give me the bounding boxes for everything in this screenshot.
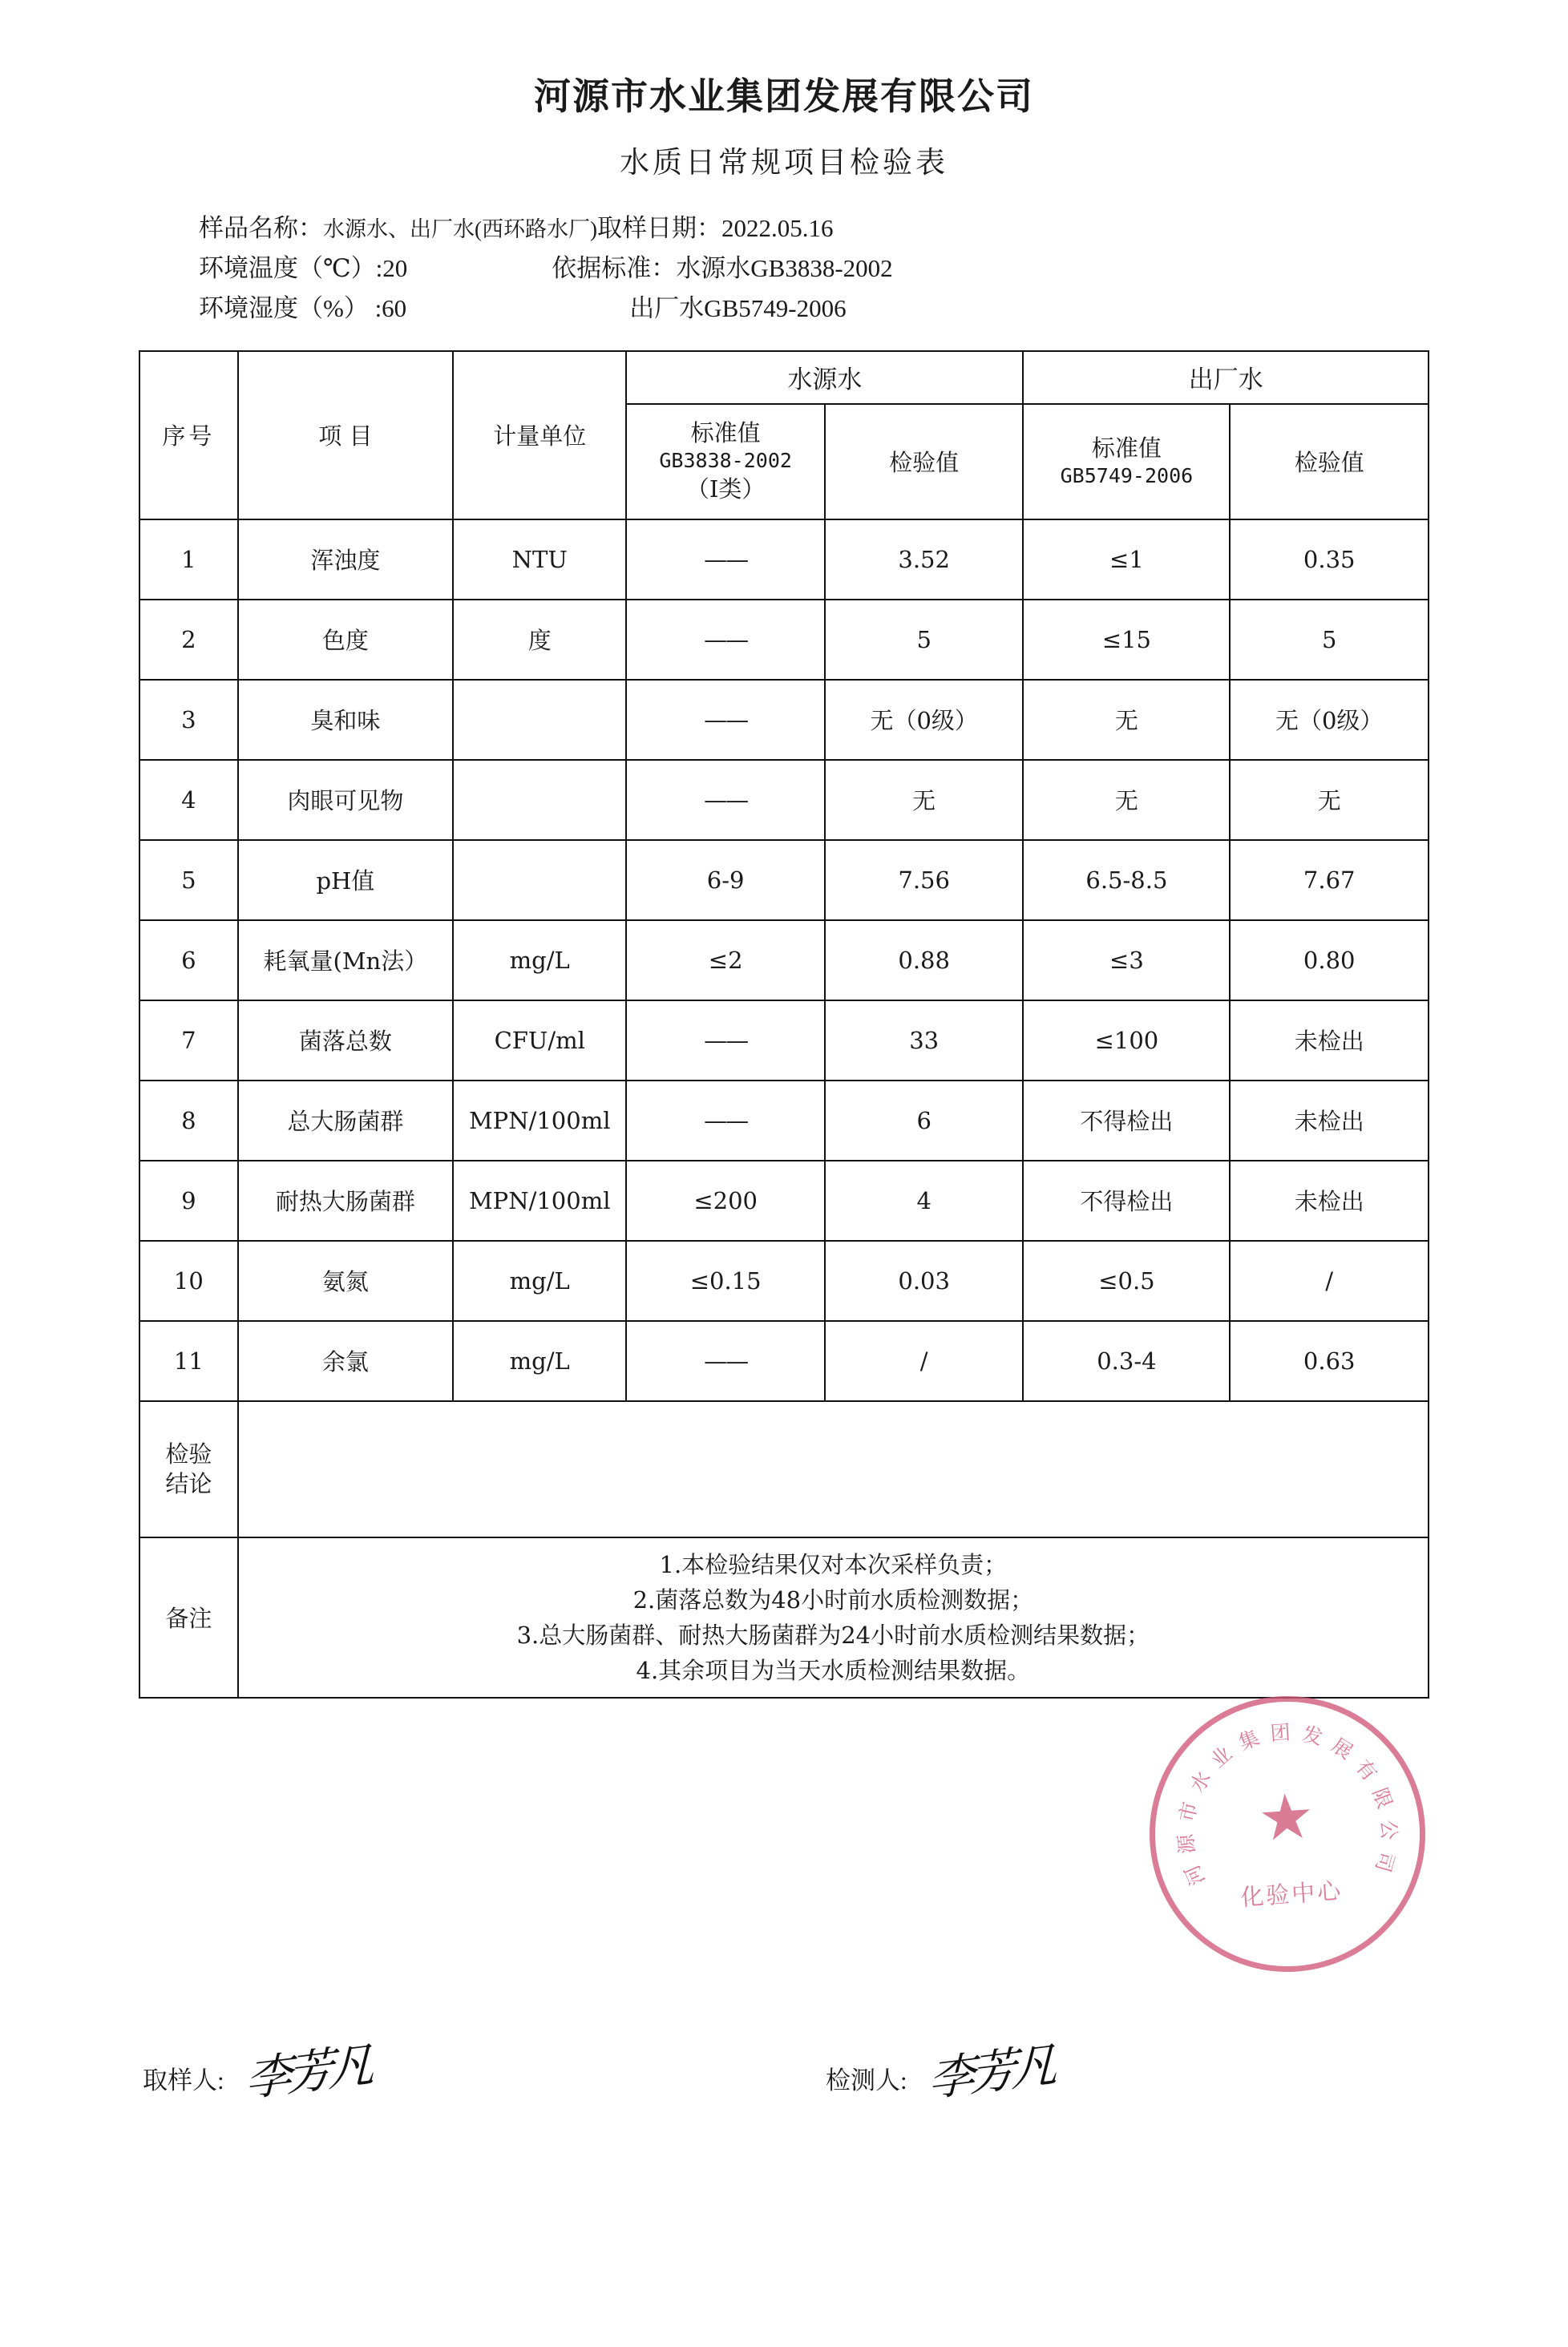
cell-value-plant: / <box>1230 1241 1429 1321</box>
sample-name-label: 样品名称： <box>199 214 323 242</box>
table-row <box>139 760 1429 840</box>
cell-value-plant: 无 <box>1230 760 1429 840</box>
cell-no: 9 <box>139 1161 238 1241</box>
star-icon: ★ <box>1255 1780 1317 1855</box>
cell-value-source: 无（0级） <box>825 680 1024 760</box>
meta-block <box>120 208 1448 329</box>
cell-standard-plant: 6.5-8.5 <box>1023 840 1230 920</box>
cell-value-plant: 0.63 <box>1230 1321 1429 1401</box>
cell-no: 6 <box>139 920 238 1000</box>
table-row <box>139 1000 1429 1081</box>
cell-item: pH值 <box>238 840 453 920</box>
cell-no: 11 <box>139 1321 238 1401</box>
cell-unit: mg/L <box>453 1321 626 1401</box>
cell-value-plant: 未检出 <box>1230 1000 1429 1081</box>
cell-value-plant: 7.67 <box>1230 840 1429 920</box>
cell-standard-plant: ≤0.5 <box>1023 1241 1230 1321</box>
cell-standard-source: ≤0.15 <box>626 1241 825 1321</box>
company-title: 河源市水业集团发展有限公司 <box>534 75 1034 118</box>
group-header-source-water: 水源水 <box>626 351 1023 404</box>
table-body <box>139 519 1429 1698</box>
cell-value-plant: 无（0级） <box>1230 680 1429 760</box>
cell-standard-plant: 不得检出 <box>1023 1081 1230 1161</box>
table-row <box>139 1321 1429 1401</box>
header-item: 项 目 <box>238 351 453 519</box>
cell-standard-source: —— <box>626 1081 825 1161</box>
environment-humidity: 环境湿度（%） :60 <box>199 294 407 323</box>
environment-temperature: 环境温度（℃）:20 <box>199 254 408 283</box>
cell-value-plant: 5 <box>1230 600 1429 680</box>
cell-standard-source: —— <box>626 760 825 840</box>
cell-value-source: 4 <box>825 1161 1024 1241</box>
cell-value-source: 0.03 <box>825 1241 1024 1321</box>
table-row <box>139 920 1429 1000</box>
cell-standard-plant: 不得检出 <box>1023 1161 1230 1241</box>
cell-standard-source: 6-9 <box>626 840 825 920</box>
remark-label: 备注 <box>139 1537 238 1698</box>
conclusion-row <box>139 1401 1429 1537</box>
cell-no: 1 <box>139 519 238 600</box>
cell-unit: MPN/100ml <box>453 1081 626 1161</box>
cell-standard-plant: 0.3-4 <box>1023 1321 1230 1401</box>
cell-unit: mg/L <box>453 1241 626 1321</box>
remark-line: 1.本检验结果仅对本次采样负责； <box>659 1550 1008 1578</box>
cell-no: 4 <box>139 760 238 840</box>
header-unit: 计量单位 <box>453 351 626 519</box>
cell-item: 氨氮 <box>238 1241 453 1321</box>
cell-item: 臭和味 <box>238 680 453 760</box>
cell-no: 2 <box>139 600 238 680</box>
header-standard-plant: 标准值 GB5749-2006 <box>1023 404 1230 519</box>
tester-label: 检测人: <box>826 2066 907 2095</box>
sample-name-value: 水源水、出厂水(西环路水厂) <box>323 217 597 241</box>
cell-unit: MPN/100ml <box>453 1161 626 1241</box>
cell-value-source: / <box>825 1321 1024 1401</box>
cell-standard-source: ≤2 <box>626 920 825 1000</box>
table-row <box>139 840 1429 920</box>
table-row <box>139 519 1429 600</box>
cell-item: 总大肠菌群 <box>238 1081 453 1161</box>
cell-standard-plant: 无 <box>1023 680 1230 760</box>
cell-no: 8 <box>139 1081 238 1161</box>
cell-standard-plant: ≤100 <box>1023 1000 1230 1081</box>
cell-value-plant: 未检出 <box>1230 1161 1429 1241</box>
cell-value-source: 7.56 <box>825 840 1024 920</box>
table-group-header-row <box>139 351 1429 404</box>
sample-date-label: 取样日期： <box>596 214 721 242</box>
cell-standard-plant: ≤3 <box>1023 920 1230 1000</box>
table-row <box>139 1241 1429 1321</box>
cell-item: 耐热大肠菌群 <box>238 1161 453 1241</box>
conclusion-label: 检验 结论 <box>139 1401 238 1537</box>
cell-no: 7 <box>139 1000 238 1081</box>
cell-standard-plant: ≤1 <box>1023 519 1230 600</box>
header-no: 序号 <box>139 351 238 519</box>
page-title: 水质日常规项目检验表 <box>620 145 948 180</box>
cell-item: 菌落总数 <box>238 1000 453 1081</box>
table-row <box>139 1161 1429 1241</box>
cell-no: 10 <box>139 1241 238 1321</box>
cell-value-plant: 0.35 <box>1230 519 1429 600</box>
cell-unit: 度 <box>453 600 626 680</box>
cell-value-source: 33 <box>825 1000 1024 1081</box>
seal-center-text: 化验中心 <box>1239 1878 1344 1912</box>
table-row <box>139 600 1429 680</box>
cell-value-source: 0.88 <box>825 920 1024 1000</box>
document-page <box>0 67 1568 2347</box>
remark-row <box>139 1537 1429 1698</box>
remark-body <box>238 1537 1429 1698</box>
cell-unit <box>453 840 626 920</box>
tester-signature: 李芳凡 <box>927 2037 1053 2107</box>
conclusion-body <box>238 1401 1429 1537</box>
seal-ring-text: 河 源 市 水 业 集 团 发 展 有 限 公 司 <box>1174 1720 1401 1889</box>
cell-standard-plant: 无 <box>1023 760 1230 840</box>
cell-item: 余氯 <box>238 1321 453 1401</box>
sample-date-value: 2022.05.16 <box>721 214 834 242</box>
water-quality-table <box>139 350 1429 1699</box>
cell-item: 色度 <box>238 600 453 680</box>
standard-source-water: 水源水GB3838-2002 <box>676 254 893 283</box>
header-standard-source: 标准值 GB3838-2002 （Ⅰ类） <box>626 404 825 519</box>
cell-unit <box>453 680 626 760</box>
company-seal-stamp <box>1140 1687 1434 1981</box>
cell-value-plant: 未检出 <box>1230 1081 1429 1161</box>
group-header-plant-water: 出厂水 <box>1023 351 1429 404</box>
sampler-block <box>143 2037 370 2107</box>
remark-line: 3.总大肠菌群、耐热大肠菌群为24小时前水质检测结果数据； <box>516 1621 1150 1649</box>
cell-no: 3 <box>139 680 238 760</box>
cell-standard-plant: ≤15 <box>1023 600 1230 680</box>
cell-standard-source: ≤200 <box>626 1161 825 1241</box>
table-row <box>139 680 1429 760</box>
cell-standard-source: —— <box>626 600 825 680</box>
standard-label: 依据标准： <box>552 254 677 283</box>
cell-unit <box>453 760 626 840</box>
cell-unit: NTU <box>453 519 626 600</box>
remark-line: 2.菌落总数为48小时前水质检测数据； <box>632 1586 1034 1614</box>
cell-standard-source: —— <box>626 680 825 760</box>
header-value-plant: 检验值 <box>1230 404 1429 519</box>
sampler-label: 取样人: <box>143 2066 224 2095</box>
standard-plant-water: 出厂水GB5749-2006 <box>629 294 847 323</box>
cell-item: 肉眼可见物 <box>238 760 453 840</box>
cell-standard-source: —— <box>626 1321 825 1401</box>
cell-value-source: 无 <box>825 760 1024 840</box>
cell-value-source: 3.52 <box>825 519 1024 600</box>
cell-standard-source: —— <box>626 519 825 600</box>
cell-item: 耗氧量(Mn法） <box>238 920 453 1000</box>
cell-unit: CFU/ml <box>453 1000 626 1081</box>
remark-line: 4.其余项目为当天水质检测结果数据。 <box>636 1656 1031 1684</box>
cell-item: 浑浊度 <box>238 519 453 600</box>
cell-value-source: 5 <box>825 600 1024 680</box>
cell-no: 5 <box>139 840 238 920</box>
tester-block <box>826 2037 1053 2107</box>
cell-standard-source: —— <box>626 1000 825 1081</box>
sampler-signature: 李芳凡 <box>244 2037 370 2107</box>
table-row <box>139 1081 1429 1161</box>
cell-value-source: 6 <box>825 1081 1024 1161</box>
cell-value-plant: 0.80 <box>1230 920 1429 1000</box>
header-value-source: 检验值 <box>825 404 1024 519</box>
cell-unit: mg/L <box>453 920 626 1000</box>
